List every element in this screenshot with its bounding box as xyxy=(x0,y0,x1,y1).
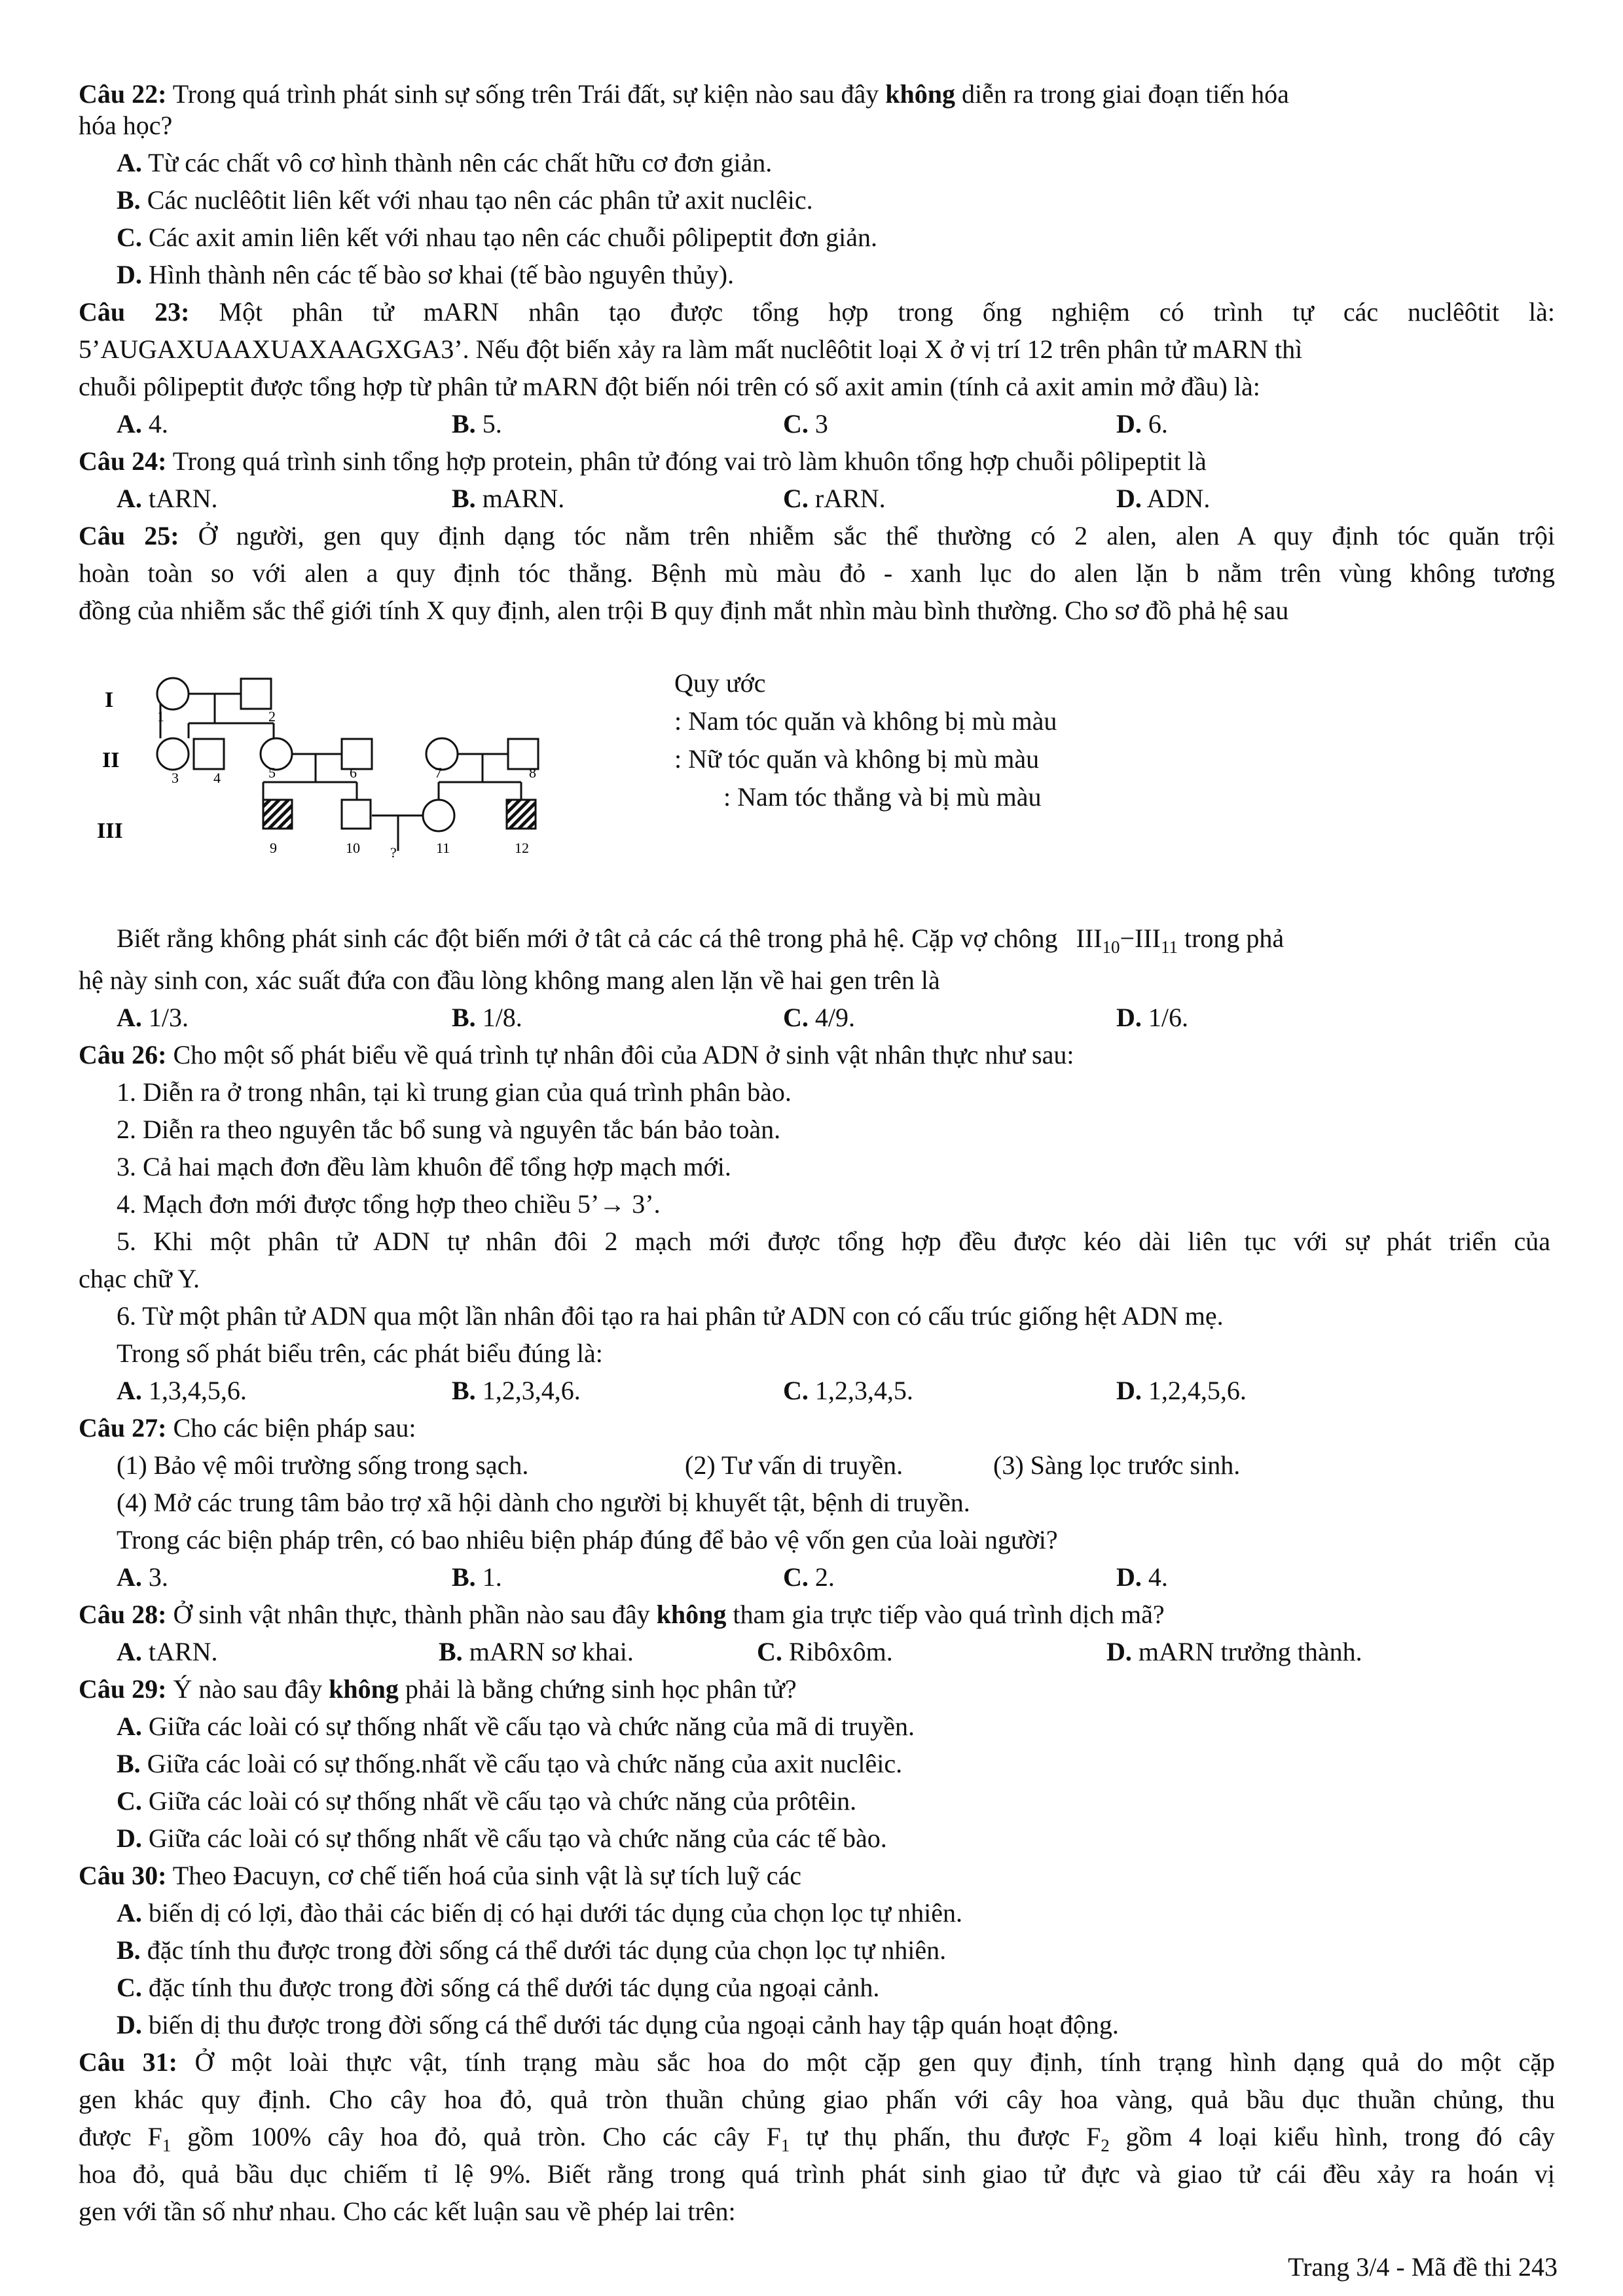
q30-stem-text: Theo Đacuyn, cơ chế tiến hoá của sinh vật là sự tích luỹ các xyxy=(166,1861,801,1890)
option-text: Giữa các loài có sự thống nhất về cấu tạo và chức năng của các tế bào. xyxy=(141,1823,887,1853)
option-key: A. xyxy=(117,409,142,439)
q27-label: Câu 27: xyxy=(79,1413,167,1443)
label-12: 12 xyxy=(515,840,529,856)
q25-option-b xyxy=(452,1002,522,1033)
label-9: 9 xyxy=(270,840,277,856)
q28-option-c xyxy=(757,1636,893,1668)
q30-label: Câu 30: xyxy=(79,1861,167,1890)
option-text: 1/8. xyxy=(475,1003,522,1032)
q24-option-d xyxy=(1116,483,1210,514)
q27-ask: Trong các biện pháp trên, có bao nhiêu biện pháp đúng để bảo vệ vốn gen của loài người? xyxy=(117,1525,1058,1554)
option-key: B. xyxy=(452,484,476,513)
option-key: C. xyxy=(783,484,809,513)
option-key: C. xyxy=(783,1376,809,1405)
option-text: 6. xyxy=(1141,409,1168,439)
q31-sub1: 1 xyxy=(162,2136,172,2155)
option-key: C. xyxy=(117,1973,142,2002)
q25-after1 xyxy=(117,923,1285,957)
option-text: 4. xyxy=(141,409,168,439)
option-text: Ribôxôm. xyxy=(782,1637,893,1666)
q31-line3b: gồm 100% cây hoa đỏ, quả tròn. Cho các cây F xyxy=(171,2122,781,2151)
q24-option-c xyxy=(783,483,886,514)
option-text: 3 xyxy=(808,409,828,439)
label-11: 11 xyxy=(436,840,450,856)
q31-line3a: được F xyxy=(79,2122,162,2151)
q23-option-b xyxy=(452,408,502,440)
q28-stem xyxy=(79,1599,1165,1630)
option-key: C. xyxy=(757,1637,782,1666)
math-roman: III xyxy=(1135,924,1161,953)
option-key: D. xyxy=(1106,1637,1132,1666)
option-text: 2. xyxy=(808,1562,835,1592)
q29-stem xyxy=(79,1674,797,1705)
option-text: rARN. xyxy=(808,484,886,513)
option-text: 1,2,3,4,6. xyxy=(475,1376,581,1405)
q27-measure-4: (4) Mở các trung tâm bảo trợ xã hội dành cho người bị khuyết tật, bệnh di truyền. xyxy=(117,1488,970,1517)
option-key: D. xyxy=(1116,409,1142,439)
q22-option-c xyxy=(117,222,877,253)
option-key: D. xyxy=(1116,1562,1142,1592)
q29-option-c xyxy=(117,1785,856,1817)
q31-sub3: 2 xyxy=(1101,2136,1110,2155)
option-key: A. xyxy=(117,1376,142,1405)
option-key: B. xyxy=(452,1562,476,1592)
q31-line4: hoa đỏ, quả bầu dục chiếm tỉ lệ 9%. Biết rằng trong quá trình phát sinh giao tử đực và giao tử cái đều xảy ra hoán vị xyxy=(79,2159,1555,2189)
individual-1 xyxy=(157,678,189,709)
q28-option-d xyxy=(1106,1636,1362,1668)
q31-label: Câu 31: xyxy=(79,2047,177,2077)
individual-12 xyxy=(507,800,536,829)
q25-line1: Ở người, gen quy định dạng tóc nằm trên nhiễm sắc thể thường có 2 alen, alen A quy định tóc quăn trội xyxy=(179,521,1555,550)
label-6: 6 xyxy=(350,764,357,781)
option-text: 1/6. xyxy=(1141,1003,1189,1032)
option-text: đặc tính thu được trong đời sống cá thể dưới tác dụng của chọn lọc tự nhiên. xyxy=(140,1935,947,1965)
option-key: A. xyxy=(117,484,142,513)
option-text: tARN. xyxy=(141,484,218,513)
unknown-offspring-mark: ? xyxy=(390,844,397,861)
q30-option-c xyxy=(117,1972,879,2003)
math-dash: − xyxy=(1120,924,1135,953)
q31-stem xyxy=(79,2047,1555,2078)
label-10: 10 xyxy=(346,840,360,856)
q26-option-c xyxy=(783,1375,913,1407)
q31-line3d: gồm 4 loại kiểu hình, trong đó cây xyxy=(1109,2122,1556,2151)
individual-3 xyxy=(157,738,189,770)
q30-option-a xyxy=(117,1897,962,1929)
option-key: B. xyxy=(452,409,476,439)
q24-option-b xyxy=(452,483,564,514)
individual-5 xyxy=(261,738,292,770)
q31-line3 xyxy=(79,2121,1555,2153)
q29-stem-a: Ý nào sau đây xyxy=(166,1674,329,1704)
q28-option-b xyxy=(439,1636,634,1668)
q25-after1-text: Biết rằng không phát sinh các đột biến mới ở tât cả các cá thê trong phả hệ. Cặp vợ chông xyxy=(117,924,1058,953)
option-key: B. xyxy=(452,1376,476,1405)
q25-option-c xyxy=(783,1002,855,1033)
legend-male-affected: : Nam tóc thẳng và bị mù màu xyxy=(723,782,1042,812)
option-key: A. xyxy=(117,1637,142,1666)
q26-label: Câu 26: xyxy=(79,1040,167,1069)
q27-stem xyxy=(79,1412,416,1444)
option-key: A. xyxy=(117,1898,142,1928)
q29-option-a xyxy=(117,1711,915,1742)
option-key: A. xyxy=(117,1562,142,1592)
q22-option-b xyxy=(117,185,813,216)
option-text: Từ các chất vô cơ hình thành nên các chất hữu cơ đơn giản. xyxy=(141,148,773,177)
q29-option-d xyxy=(117,1823,887,1854)
individual-10 xyxy=(342,800,371,829)
option-text: 4. xyxy=(1141,1562,1168,1592)
q27-option-a xyxy=(117,1562,168,1593)
option-text: 5. xyxy=(475,409,502,439)
legend-female-normal: : Nữ tóc quăn và không bị mù màu xyxy=(674,744,1040,774)
pedigree-chart xyxy=(92,661,563,877)
q22-option-d xyxy=(117,259,734,291)
option-text: đặc tính thu được trong đời sống cá thể dưới tác dụng của ngoại cảnh. xyxy=(141,1973,880,2002)
q25-line2: hoàn toàn so với alen a quy định tóc thẳng. Bệnh mù màu đỏ - xanh lục do alen lặn b nằm trên vùng không tương xyxy=(79,558,1555,588)
legend-male-normal: : Nam tóc quăn và không bị mù màu xyxy=(674,706,1057,736)
option-text: 4/9. xyxy=(808,1003,856,1032)
option-key: D. xyxy=(1116,484,1142,513)
q26-option-a xyxy=(117,1375,247,1407)
option-key: C. xyxy=(117,1786,142,1816)
individual-7 xyxy=(426,738,458,770)
individual-2 xyxy=(241,679,271,709)
label-1: 1 xyxy=(157,708,164,725)
q27-option-d xyxy=(1116,1562,1168,1593)
q31-line2: gen khác quy định. Cho cây hoa đỏ, quả tròn thuần chủng giao phấn với cây hoa vàng, quả bầu dục thuần chủng, thu xyxy=(79,2085,1555,2114)
math-sub-11: 11 xyxy=(1160,937,1178,957)
q23-option-c xyxy=(783,408,828,440)
q27-measure-1: (1) Bảo vệ môi trường sống trong sạch. xyxy=(117,1450,529,1480)
q27-stem-text: Cho các biện pháp sau: xyxy=(166,1413,416,1443)
gen-label-i: I xyxy=(105,688,114,712)
q27-option-c xyxy=(783,1562,835,1593)
option-text: Các axit amin liên kết với nhau tạo nên các chuỗi pôlipeptit đơn giản. xyxy=(141,223,877,252)
option-text: biến dị có lợi, đào thải các biến dị có hại dưới tác dụng của chọn lọc tự nhiên. xyxy=(141,1898,962,1928)
option-text: Giữa các loài có sự thống nhất về cấu tạo và chức năng của prôtêin. xyxy=(141,1786,857,1816)
q29-label: Câu 29: xyxy=(79,1674,167,1704)
q25-option-d xyxy=(1116,1002,1188,1033)
label-2: 2 xyxy=(268,708,276,725)
q26-statement-6: 6. Từ một phân tử ADN qua một lần nhân đôi tạo ra hai phân tử ADN con có cấu trúc giống hệt ADN mẹ. xyxy=(117,1301,1224,1331)
q26-stem xyxy=(79,1039,1074,1071)
q25-math xyxy=(1076,924,1178,957)
q26-ask: Trong số phát biểu trên, các phát biểu đúng là: xyxy=(117,1338,603,1368)
q23-line2: 5’AUGAXUAAXUAXAAGXGA3’. Nếu đột biến xảy ra làm mất nuclêôtit loại X ở vị trí 12 trên phân tử mARN thì xyxy=(79,334,1303,364)
option-text: ADN. xyxy=(1141,484,1211,513)
option-key: D. xyxy=(1116,1376,1142,1405)
option-key: A. xyxy=(117,1003,142,1032)
q25-after2: hệ này sinh con, xác suất đứa con đầu lòng không mang alen lặn về hai gen trên là xyxy=(79,965,940,995)
q24-stem xyxy=(79,446,1207,477)
q30-option-b xyxy=(117,1935,946,1966)
q22-stem-bold: không xyxy=(885,79,955,109)
q26-statement-5-cont: chạc chữ Y. xyxy=(79,1264,200,1293)
q22-stem-b: diễn ra trong giai đoạn tiến hóa xyxy=(955,79,1289,109)
q23-label: Câu 23: xyxy=(79,297,190,327)
q23-line3: chuỗi pôlipeptit được tổng hợp từ phân tử mARN đột biến nói trên có số axit amin (tính cả axit amin mở đầu) là: xyxy=(79,372,1260,401)
option-text: tARN. xyxy=(141,1637,218,1666)
q29-option-b xyxy=(117,1748,902,1780)
q26-option-d xyxy=(1116,1375,1247,1407)
option-text: 1,2,4,5,6. xyxy=(1141,1376,1247,1405)
q26-statement-3: 3. Cả hai mạch đơn đều làm khuôn để tổng hợp mạch mới. xyxy=(117,1152,731,1181)
q23-option-a xyxy=(117,408,168,440)
option-key: B. xyxy=(117,1749,141,1778)
q30-option-d xyxy=(117,2009,1119,2041)
q28-option-a xyxy=(117,1636,217,1668)
q27-measure-2: (2) Tư vấn di truyền. xyxy=(685,1450,903,1480)
option-key: B. xyxy=(439,1637,463,1666)
option-key: C. xyxy=(783,1562,809,1592)
option-text: biến dị thu được trong đời sống cá thể dưới tác dụng của ngoại cảnh hay tập quán hoạt động. xyxy=(141,2010,1119,2039)
option-text: Các nuclêôtit liên kết với nhau tạo nên các phân tử axit nuclêic. xyxy=(140,185,813,215)
label-3: 3 xyxy=(172,770,179,786)
gen-label-ii: II xyxy=(102,748,120,772)
option-key: D. xyxy=(117,1823,142,1853)
q28-stem-bold: không xyxy=(656,1600,727,1629)
option-text: mARN. xyxy=(475,484,565,513)
option-text: 1,3,4,5,6. xyxy=(141,1376,247,1405)
individual-11 xyxy=(423,800,454,831)
q22-label: Câu 22: xyxy=(79,79,167,109)
option-key: D. xyxy=(117,2010,142,2039)
option-key: D. xyxy=(117,260,142,289)
q26-statement-1: 1. Diễn ra ở trong nhân, tại kì trung gian của quá trình phân bào. xyxy=(117,1077,792,1107)
q28-stem-a: Ở sinh vật nhân thực, thành phần nào sau đây xyxy=(166,1600,657,1629)
q29-stem-bold: không xyxy=(329,1674,399,1704)
q31-line5: gen với tần số như nhau. Cho các kết luận sau về phép lai trên: xyxy=(79,2197,736,2226)
option-key: A. xyxy=(117,148,142,177)
q23-line1: Một phân tử mARN nhân tạo được tổng hợp trong ống nghiệm có trình tự các nuclêôtit là: xyxy=(189,297,1555,327)
q31-line1: Ở một loài thực vật, tính trạng màu sắc hoa do một cặp gen quy định, tính trạng hình dạng quả do một cặp xyxy=(177,2047,1556,2077)
option-key: C. xyxy=(117,223,142,252)
option-key: C. xyxy=(783,1003,809,1032)
legend-title: Quy ước xyxy=(674,668,766,698)
option-key: A. xyxy=(117,1712,142,1741)
q26-statement-4: 4. Mạch đơn mới được tổng hợp theo chiều 5’→ 3’. xyxy=(117,1189,661,1219)
q25-after1-end: trong phả xyxy=(1177,924,1285,953)
option-key: B. xyxy=(117,1935,141,1965)
q23-stem xyxy=(79,296,1555,328)
q22-stem xyxy=(79,79,1289,110)
option-text: Giữa các loài có sự thống nhất về cấu tạo và chức năng của mã di truyền. xyxy=(141,1712,915,1741)
q25-stem xyxy=(79,520,1555,552)
q30-stem xyxy=(79,1860,801,1892)
option-text: 1,2,3,4,5. xyxy=(808,1376,913,1405)
q27-option-b xyxy=(452,1562,502,1593)
q22-option-a xyxy=(117,147,772,179)
option-text: mARN sơ khai. xyxy=(462,1637,634,1666)
individual-6 xyxy=(342,739,372,769)
option-key: C. xyxy=(783,409,809,439)
page-footer: Trang 3/4 - Mã đề thi 243 xyxy=(1288,2252,1558,2282)
option-text: mARN trưởng thành. xyxy=(1131,1637,1362,1666)
label-7: 7 xyxy=(435,764,442,781)
q23-option-d xyxy=(1116,408,1168,440)
q26-option-b xyxy=(452,1375,581,1407)
q26-stem-text: Cho một số phát biểu về quá trình tự nhân đôi của ADN ở sinh vật nhân thực như sau: xyxy=(166,1040,1074,1069)
q29-stem-b: phải là bằng chứng sinh học phân tử? xyxy=(398,1674,797,1704)
label-8: 8 xyxy=(529,764,536,781)
q28-label: Câu 28: xyxy=(79,1600,167,1629)
individual-4 xyxy=(194,739,224,769)
q25-line3: đồng của nhiễm sắc thể giới tính X quy định, alen trội B quy định mắt nhìn màu bình thường. Cho sơ đồ phả hệ sau xyxy=(79,596,1289,625)
option-key: D. xyxy=(1116,1003,1142,1032)
option-text: 3. xyxy=(141,1562,168,1592)
q27-measure-3: (3) Sàng lọc trước sinh. xyxy=(993,1450,1241,1480)
q22-stem-a: Trong quá trình phát sinh sự sống trên Trái đất, sự kiện nào sau đây xyxy=(166,79,886,109)
q31-sub2: 1 xyxy=(780,2136,790,2155)
q24-stem-text: Trong quá trình sinh tổng hợp protein, phân tử đóng vai trò làm khuôn tổng hợp chuỗi pôlipeptit là xyxy=(166,446,1207,476)
math-sub-10: 10 xyxy=(1102,937,1120,957)
q26-statement-5: 5. Khi một phân tử ADN tự nhân đôi 2 mạch mới được tổng hợp đều được kéo dài liên tục với sự phát triển của xyxy=(117,1227,1550,1256)
label-4: 4 xyxy=(213,770,221,786)
q22-stem-cont: hóa học? xyxy=(79,111,173,140)
q25-option-a xyxy=(117,1002,189,1033)
option-text: 1/3. xyxy=(141,1003,189,1032)
label-5: 5 xyxy=(268,764,276,781)
option-text: Giữa các loài có sự thống.nhất về cấu tạo và chức năng của axit nuclêic. xyxy=(140,1749,903,1778)
q24-label: Câu 24: xyxy=(79,446,167,476)
option-text: 1. xyxy=(475,1562,502,1592)
math-roman: III xyxy=(1076,924,1103,953)
option-key: B. xyxy=(117,185,141,215)
q28-stem-b: tham gia trực tiếp vào quá trình dịch mã? xyxy=(726,1600,1165,1629)
q31-line3c: tự thụ phấn, thu được F xyxy=(790,2122,1101,2151)
q25-label: Câu 25: xyxy=(79,521,179,550)
option-text: Hình thành nên các tế bào sơ khai (tế bào nguyên thủy). xyxy=(141,260,735,289)
gen-label-iii: III xyxy=(97,819,123,843)
individual-9 xyxy=(263,800,292,829)
q26-statement-2: 2. Diễn ra theo nguyên tắc bổ sung và nguyên tắc bán bảo toàn. xyxy=(117,1115,781,1144)
option-key: B. xyxy=(452,1003,476,1032)
q24-option-a xyxy=(117,483,217,514)
